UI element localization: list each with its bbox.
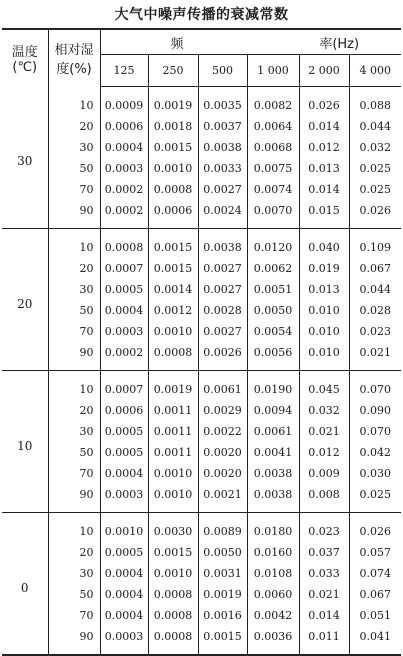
table-row xyxy=(2,229,401,259)
frequency-col-header: 500 xyxy=(198,55,247,87)
humidity-cell: 30 xyxy=(48,563,100,584)
table-row xyxy=(2,158,401,179)
attenuation-value-cell: 0.0008 xyxy=(148,605,198,626)
attenuation-value-cell: 0.0035 xyxy=(198,87,247,117)
attenuation-value-cell: 0.0024 xyxy=(198,200,247,229)
attenuation-value-cell: 0.030 xyxy=(349,463,401,484)
attenuation-value-cell: 0.014 xyxy=(299,605,349,626)
attenuation-value-cell: 0.090 xyxy=(349,400,401,421)
attenuation-value-cell: 0.074 xyxy=(349,563,401,584)
frequency-col-header: 250 xyxy=(148,55,198,87)
humidity-cell: 90 xyxy=(48,200,100,229)
humidity-cell: 20 xyxy=(48,400,100,421)
attenuation-value-cell: 0.019 xyxy=(299,258,349,279)
attenuation-value-cell: 0.037 xyxy=(299,542,349,563)
attenuation-value-cell: 0.0037 xyxy=(198,116,247,137)
attenuation-value-cell: 0.070 xyxy=(349,421,401,442)
frequency-col-header: 125 xyxy=(100,55,148,87)
humidity-cell: 20 xyxy=(48,258,100,279)
humidity-cell: 50 xyxy=(48,584,100,605)
attenuation-value-cell: 0.0010 xyxy=(148,158,198,179)
attenuation-value-cell: 0.0011 xyxy=(148,400,198,421)
table-row xyxy=(2,371,401,401)
table-row xyxy=(2,279,401,300)
attenuation-value-cell: 0.0019 xyxy=(148,371,198,401)
frequency-header xyxy=(100,29,401,55)
attenuation-value-cell: 0.013 xyxy=(299,158,349,179)
attenuation-value-cell: 0.0075 xyxy=(247,158,299,179)
attenuation-value-cell: 0.057 xyxy=(349,542,401,563)
humidity-cell: 30 xyxy=(48,421,100,442)
temperature-header xyxy=(2,29,48,87)
table-title: 大气中噪声传播的衰减常数 xyxy=(114,7,289,23)
attenuation-value-cell: 0.0004 xyxy=(104,141,144,154)
attenuation-value-cell: 0.012 xyxy=(299,137,349,158)
attenuation-value-cell: 0.010 xyxy=(299,342,349,371)
attenuation-value-cell: 0.025 xyxy=(349,158,401,179)
humidity-cell: 10 xyxy=(48,87,100,117)
humidity-cell: 50 xyxy=(48,300,100,321)
attenuation-value-cell: 0.0005 xyxy=(104,283,144,296)
attenuation-value-cell: 0.0018 xyxy=(148,116,198,137)
attenuation-value-cell: 0.0038 xyxy=(198,137,247,158)
attenuation-value-cell: 0.0021 xyxy=(198,484,247,513)
attenuation-value-cell: 0.0020 xyxy=(198,463,247,484)
attenuation-value-cell: 0.0108 xyxy=(247,563,299,584)
humidity-cell: 50 xyxy=(48,442,100,463)
attenuation-value-cell: 0.0007 xyxy=(104,262,144,275)
attenuation-value-cell: 0.045 xyxy=(299,371,349,401)
table-row xyxy=(2,321,401,342)
attenuation-value-cell: 0.0016 xyxy=(198,605,247,626)
attenuation-value-cell: 0.0050 xyxy=(247,300,299,321)
attenuation-value-cell: 0.032 xyxy=(349,137,401,158)
attenuation-value-cell: 0.0009 xyxy=(104,99,144,112)
table-row xyxy=(2,87,401,117)
attenuation-value-cell: 0.042 xyxy=(349,442,401,463)
attenuation-value-cell: 0.0011 xyxy=(148,442,198,463)
attenuation-value-cell: 0.0006 xyxy=(104,120,144,133)
attenuation-value-cell: 0.0027 xyxy=(198,279,247,300)
attenuation-value-cell: 0.0031 xyxy=(198,563,247,584)
attenuation-value-cell: 0.044 xyxy=(349,279,401,300)
humidity-cell: 90 xyxy=(48,484,100,513)
table-row xyxy=(2,116,401,137)
humidity-cell: 20 xyxy=(48,116,100,137)
attenuation-value-cell: 0.014 xyxy=(299,179,349,200)
table-row xyxy=(2,626,401,655)
table-row xyxy=(2,258,401,279)
attenuation-value-cell: 0.0056 xyxy=(247,342,299,371)
attenuation-value-cell: 0.0070 xyxy=(247,200,299,229)
attenuation-value-cell: 0.0004 xyxy=(104,304,144,317)
attenuation-value-cell: 0.0061 xyxy=(247,421,299,442)
attenuation-value-cell: 0.0006 xyxy=(148,200,198,229)
humidity-cell: 90 xyxy=(48,626,100,655)
attenuation-value-cell: 0.0014 xyxy=(148,279,198,300)
humidity-cell: 20 xyxy=(48,542,100,563)
humidity-cell: 70 xyxy=(48,605,100,626)
attenuation-value-cell: 0.0030 xyxy=(148,513,198,543)
attenuation-value-cell: 0.014 xyxy=(299,116,349,137)
humidity-cell: 90 xyxy=(48,342,100,371)
humidity-cell: 10 xyxy=(48,513,100,543)
humidity-header-unit: 度(%) xyxy=(56,62,92,78)
attenuation-value-cell: 0.0007 xyxy=(104,383,144,396)
table-row xyxy=(2,442,401,463)
attenuation-value-cell: 0.0003 xyxy=(104,630,144,643)
attenuation-value-cell: 0.0020 xyxy=(198,442,247,463)
attenuation-value-cell: 0.067 xyxy=(349,584,401,605)
attenuation-value-cell: 0.023 xyxy=(299,513,349,543)
attenuation-value-cell: 0.0010 xyxy=(148,563,198,584)
attenuation-value-cell: 0.0033 xyxy=(198,158,247,179)
attenuation-value-cell: 0.0004 xyxy=(104,609,144,622)
attenuation-value-cell: 0.041 xyxy=(349,626,401,655)
attenuation-value-cell: 0.0026 xyxy=(198,342,247,371)
attenuation-value-cell: 0.0005 xyxy=(104,425,144,438)
frequency-col-header: 2 000 xyxy=(299,55,349,87)
attenuation-value-cell: 0.0008 xyxy=(148,584,198,605)
attenuation-value-cell: 0.0028 xyxy=(198,300,247,321)
attenuation-value-cell: 0.0061 xyxy=(198,371,247,401)
attenuation-value-cell: 0.0010 xyxy=(104,525,144,538)
frequency-header-label: 频 xyxy=(170,36,184,52)
attenuation-value-cell: 0.0008 xyxy=(148,342,198,371)
attenuation-value-cell: 0.0004 xyxy=(104,467,144,480)
attenuation-value-cell: 0.0015 xyxy=(148,542,198,563)
humidity-cell: 70 xyxy=(48,463,100,484)
table-row xyxy=(2,463,401,484)
temperature-cell: 20 xyxy=(2,229,48,371)
table-body xyxy=(2,87,401,656)
attenuation-value-cell: 0.0019 xyxy=(198,584,247,605)
attenuation-value-cell: 0.0190 xyxy=(247,371,299,401)
attenuation-value-cell: 0.0064 xyxy=(247,116,299,137)
humidity-cell: 10 xyxy=(48,371,100,401)
attenuation-value-cell: 0.0006 xyxy=(104,404,144,417)
attenuation-value-cell: 0.0041 xyxy=(247,442,299,463)
humidity-cell: 70 xyxy=(48,321,100,342)
attenuation-value-cell: 0.0010 xyxy=(148,463,198,484)
humidity-cell: 70 xyxy=(48,179,100,200)
attenuation-value-cell: 0.023 xyxy=(349,321,401,342)
table-row xyxy=(2,605,401,626)
humidity-cell: 10 xyxy=(48,229,100,259)
table-row xyxy=(2,513,401,543)
table-row xyxy=(2,542,401,563)
attenuation-value-cell: 0.021 xyxy=(299,584,349,605)
table-row xyxy=(2,179,401,200)
humidity-header-label: 相对湿 xyxy=(54,43,94,59)
attenuation-value-cell: 0.025 xyxy=(349,484,401,513)
attenuation-value-cell: 0.051 xyxy=(349,605,401,626)
frequency-col-header: 4 000 xyxy=(349,55,401,87)
attenuation-value-cell: 0.0015 xyxy=(148,137,198,158)
temperature-header-unit: (℃) xyxy=(12,60,38,76)
attenuation-value-cell: 0.0008 xyxy=(148,179,198,200)
attenuation-value-cell: 0.011 xyxy=(299,626,349,655)
humidity-cell: 30 xyxy=(48,279,100,300)
attenuation-value-cell: 0.0005 xyxy=(104,546,144,559)
attenuation-value-cell: 0.0004 xyxy=(104,588,144,601)
attenuation-value-cell: 0.028 xyxy=(349,300,401,321)
attenuation-value-cell: 0.109 xyxy=(349,229,401,259)
attenuation-value-cell: 0.0042 xyxy=(247,605,299,626)
attenuation-value-cell: 0.0015 xyxy=(148,229,198,259)
table-row xyxy=(2,421,401,442)
attenuation-value-cell: 0.0082 xyxy=(247,87,299,117)
table-row xyxy=(2,342,401,371)
attenuation-value-cell: 0.0002 xyxy=(104,183,144,196)
attenuation-value-cell: 0.0062 xyxy=(247,258,299,279)
frequency-col-header: 1 000 xyxy=(247,55,299,87)
table-row xyxy=(2,484,401,513)
attenuation-value-cell: 0.0060 xyxy=(247,584,299,605)
attenuation-value-cell: 0.008 xyxy=(299,484,349,513)
attenuation-value-cell: 0.0002 xyxy=(100,342,148,371)
attenuation-value-cell: 0.0027 xyxy=(198,179,247,200)
table-row xyxy=(2,400,401,421)
attenuation-value-cell: 0.0038 xyxy=(198,229,247,259)
temperature-cell: 10 xyxy=(2,371,48,513)
attenuation-table xyxy=(2,28,401,656)
attenuation-value-cell: 0.0003 xyxy=(104,325,144,338)
attenuation-value-cell: 0.0005 xyxy=(104,446,144,459)
attenuation-value-cell: 0.0054 xyxy=(247,321,299,342)
attenuation-value-cell: 0.009 xyxy=(299,463,349,484)
attenuation-value-cell: 0.026 xyxy=(299,87,349,117)
attenuation-value-cell: 0.010 xyxy=(299,300,349,321)
attenuation-value-cell: 0.0003 xyxy=(100,484,148,513)
attenuation-value-cell: 0.0094 xyxy=(247,400,299,421)
attenuation-value-cell: 0.0010 xyxy=(148,321,198,342)
attenuation-value-cell: 0.032 xyxy=(299,400,349,421)
humidity-cell: 30 xyxy=(48,137,100,158)
table-row xyxy=(2,563,401,584)
frequency-header-unit: 率(Hz) xyxy=(319,36,360,52)
attenuation-value-cell: 0.0015 xyxy=(148,258,198,279)
attenuation-value-cell: 0.0019 xyxy=(148,87,198,117)
attenuation-value-cell: 0.0068 xyxy=(247,137,299,158)
temperature-cell: 30 xyxy=(2,87,48,229)
attenuation-value-cell: 0.0050 xyxy=(198,542,247,563)
attenuation-value-cell: 0.0038 xyxy=(247,484,299,513)
attenuation-value-cell: 0.0038 xyxy=(247,463,299,484)
attenuation-value-cell: 0.0051 xyxy=(247,279,299,300)
attenuation-value-cell: 0.0027 xyxy=(198,321,247,342)
attenuation-value-cell: 0.0008 xyxy=(148,626,198,655)
table-row xyxy=(2,584,401,605)
attenuation-value-cell: 0.0036 xyxy=(247,626,299,655)
table-row xyxy=(2,200,401,229)
attenuation-value-cell: 0.0012 xyxy=(148,300,198,321)
attenuation-value-cell: 0.0160 xyxy=(247,542,299,563)
attenuation-value-cell: 0.0011 xyxy=(148,421,198,442)
humidity-header xyxy=(48,29,100,87)
table-row xyxy=(2,137,401,158)
attenuation-value-cell: 0.0022 xyxy=(198,421,247,442)
attenuation-value-cell: 0.070 xyxy=(349,371,401,401)
attenuation-value-cell: 0.067 xyxy=(349,258,401,279)
attenuation-value-cell: 0.040 xyxy=(299,229,349,259)
attenuation-value-cell: 0.0180 xyxy=(247,513,299,543)
attenuation-value-cell: 0.013 xyxy=(299,279,349,300)
attenuation-value-cell: 0.010 xyxy=(299,321,349,342)
attenuation-value-cell: 0.0120 xyxy=(247,229,299,259)
humidity-cell: 50 xyxy=(48,158,100,179)
attenuation-value-cell: 0.015 xyxy=(299,200,349,229)
attenuation-value-cell: 0.0008 xyxy=(104,241,144,254)
attenuation-value-cell: 0.0027 xyxy=(198,258,247,279)
attenuation-value-cell: 0.044 xyxy=(349,116,401,137)
table-row xyxy=(2,300,401,321)
attenuation-value-cell: 0.012 xyxy=(299,442,349,463)
attenuation-value-cell: 0.0003 xyxy=(104,162,144,175)
temperature-cell: 0 xyxy=(2,513,48,656)
attenuation-value-cell: 0.088 xyxy=(349,87,401,117)
attenuation-value-cell: 0.0029 xyxy=(198,400,247,421)
attenuation-value-cell: 0.0010 xyxy=(148,484,198,513)
attenuation-value-cell: 0.0002 xyxy=(100,200,148,229)
attenuation-value-cell: 0.026 xyxy=(349,513,401,543)
attenuation-value-cell: 0.0074 xyxy=(247,179,299,200)
attenuation-value-cell: 0.021 xyxy=(349,342,401,371)
attenuation-value-cell: 0.0089 xyxy=(198,513,247,543)
temperature-header-label: 温度 xyxy=(11,45,38,61)
attenuation-value-cell: 0.025 xyxy=(349,179,401,200)
attenuation-value-cell: 0.026 xyxy=(349,200,401,229)
attenuation-value-cell: 0.0015 xyxy=(198,626,247,655)
attenuation-value-cell: 0.021 xyxy=(299,421,349,442)
attenuation-value-cell: 0.0004 xyxy=(104,567,144,580)
attenuation-value-cell: 0.033 xyxy=(299,563,349,584)
